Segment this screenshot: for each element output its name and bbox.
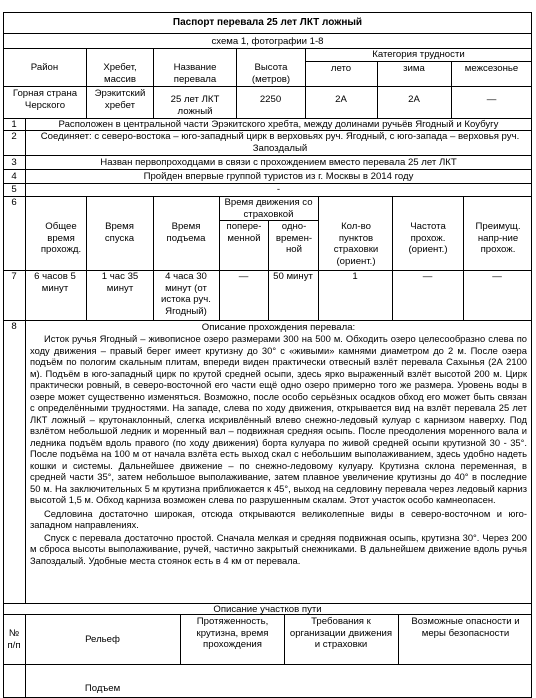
- value-pass-name: 25 лет ЛКТ ложный: [170, 94, 220, 117]
- header-offseason: межсезонье: [464, 63, 519, 74]
- passport-title: Паспорт перевала 25 лет ЛКТ ложный: [172, 17, 363, 28]
- col-preferred-direction: Преимущ. напр-ние прохож.: [475, 221, 521, 255]
- value-simultaneous: 50 минут: [273, 271, 313, 282]
- border-line: [3, 12, 532, 13]
- value-ridge: Эрэкитский хребет: [94, 88, 146, 111]
- header-region: Район: [30, 62, 59, 73]
- sections-title: Описание участков пути: [213, 604, 322, 615]
- description-body: [30, 333, 527, 566]
- sections-col-length: Протяженность, крутизна, время прохождения: [196, 616, 269, 650]
- sections-col-dangers: Возможные опасности и меры безопасности: [411, 616, 520, 639]
- value-frequency: —: [422, 271, 433, 282]
- description-paragraph: Седловина достаточно широкая, отсюда открываются великолепные виды в северо-восточном и юго-западном направлениях.: [30, 507, 527, 530]
- row-number: 3: [11, 157, 17, 168]
- value-summer: 2А: [335, 94, 347, 105]
- value-ascent-time: 4 часа 30 минут (от истока руч. Ягодный): [161, 271, 211, 317]
- description-paragraph: Спуск с перевала достаточно простой. Сначала мелкая и средняя подвижная осыпь, крутизна 30°. Через 200 м сброса высоты выполаживание, ручей, частично закрытый снежниками. В дальнейшем движение вдоль ручья Запоздалый. Удобные места стоянок есть в 4 км от перевала.: [30, 531, 527, 566]
- row-number: 8: [11, 321, 17, 332]
- header-summer: лето: [330, 63, 352, 74]
- border-line: [531, 12, 532, 698]
- scheme-reference: схема 1, фотографии 1-8: [211, 36, 324, 47]
- value-belay-points: 1: [352, 271, 358, 282]
- sections-col-requirements: Требования к организации движения и страховки: [289, 616, 393, 650]
- sections-first-row: Подъем: [84, 683, 121, 694]
- col-alternating: попере-менной: [226, 221, 262, 244]
- col-simultaneous: одно-времен-ной: [275, 221, 313, 255]
- col-total-time: Общее время прохожд.: [40, 221, 82, 255]
- row-connects-text: Соединяет: с северо-востока – юго-западный цирк в верховьях руч. Ягодный, с юго-запада – верховья руч. Запоздалый: [40, 131, 520, 154]
- header-ridge: Хребет, массив: [103, 62, 137, 85]
- sections-col-relief: Рельеф: [85, 634, 120, 645]
- description-heading: Описание прохождения перевала:: [201, 322, 356, 333]
- row-number: 7: [11, 271, 17, 282]
- row-first-ascent-text: Пройден впервые группой туристов из г. Москвы в 2014 году: [143, 171, 414, 182]
- value-descent-time: 1 час 35 минут: [101, 271, 139, 294]
- value-total-time: 6 часов 5 минут: [34, 271, 76, 294]
- value-region: Горная страна Черского: [12, 88, 78, 111]
- header-pass-name: Название перевала: [173, 62, 217, 85]
- row-note-text: -: [276, 184, 281, 195]
- row-naming-text: Назван первопроходцами в связи с прохождением вместо перевала 25 лет ЛКТ: [100, 157, 457, 168]
- border-line: [3, 12, 4, 698]
- description-paragraph: Исток ручья Ягодный – живописное озеро размерами 300 на 500 м. Обходить озеро целесообразно слева по ходу движения – правый берег имеет крутизну до 30° с «живыми» камнями диаметром до 2 м. После озера подъём по пологим скальным плитам, впереди виден практически отвесный взлёт перевала Сахынья (2А 2100 м). Подъём в юго-западный цирк по крутой средней осыпи, здесь ярко выраженный взлёт высотой 200 м. Цирк практически ровный, в северо-восточной его части ещё одно озеро примерно того же размера. Уровень воды в озере может существенно изменяться. Возможно, после особо серьёзных осадков обход его может быть связан с определёнными трудностями. На западе, слева по ходу движения, открывается вид на взлёт перевала 25 лет ЛКТ ложный – крутонаклонный, слегка искривлённый влево снежно-ледовый кулуар с карнизом наверху. Под взлётом небольшой ледник и моренный вал – подвижная средняя осыпь. После преодоления моренного вала и ледника подъём вдоль правого (по ходу движения) борта кулуара по живой средней осыпи крутизной 30 - 35°. После подъёма на 100 м от начала взлёта есть выход скал с небольшим выполаживанием, здесь удобно надеть кошки и системы. Дальнейшее движение – по снежно-ледовому кулуару. Крутизна склона переменная, в средней части 35°, затем небольшое выполаживание, затем плавное увеличение крутизны до 40° в последние 50 м. На заключительных 5 м крутизна приближается к 45°, выход на седловину перевала через ледовый карниз высотой 1,5 м. Обход карниза возможен слева по разрушенным скалам. Этот участок особо камнеопасен.: [30, 333, 527, 505]
- value-winter: 2А: [408, 94, 420, 105]
- sections-col-number: № п/п: [7, 628, 21, 651]
- header-winter: зима: [403, 63, 425, 74]
- row-number: 1: [11, 119, 17, 130]
- header-height: Высота (метров): [251, 62, 291, 85]
- row-location-text: Расположен в центральной части Эрэкитского хребта, между долинами ручьёв Ягодный и Коубугу: [58, 119, 499, 130]
- row-number: 5: [11, 184, 17, 195]
- header-category: Категория трудности: [372, 49, 465, 60]
- value-preferred: —: [492, 271, 502, 282]
- row-number: 2: [11, 131, 17, 142]
- row-number: 4: [11, 171, 17, 182]
- col-descent-time: Время спуска: [104, 221, 135, 244]
- row-number: 6: [11, 197, 17, 208]
- value-offseason: —: [486, 94, 497, 105]
- col-belay-points: Кол-во пунктов страховки (ориент.): [333, 221, 379, 267]
- value-height: 2250: [259, 94, 282, 105]
- col-ascent-time: Время подъема: [166, 221, 206, 244]
- col-belay-group: Время движения со страховкой: [224, 197, 313, 220]
- value-alternating: —: [238, 271, 249, 282]
- col-frequency: Частота прохож. (ориент.): [408, 221, 448, 255]
